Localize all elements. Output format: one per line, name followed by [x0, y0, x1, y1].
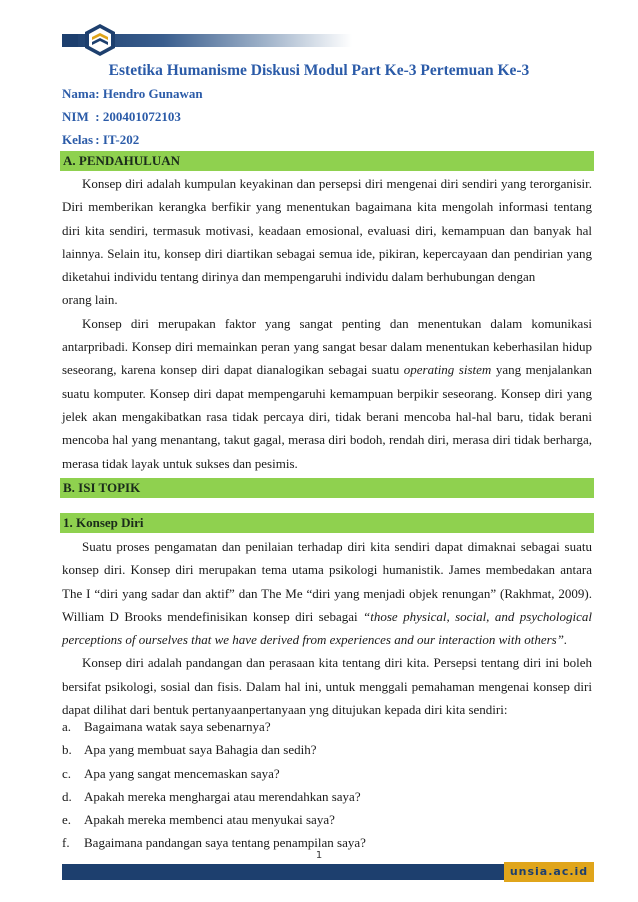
konsep-body — [62, 535, 592, 721]
pendahuluan-paragraph-1: Konsep diri adalah kumpulan keyakinan dan persepsi diri mengenai diri sendiri yang terorganisir. Diri memberikan kerangka berfikir yang menentukan bagaimana kita mengolah informasi tentang diri kita sendiri, termasuk motivasi, keadaan emosional, evaluasi diri, kemampuan dan banyak hal lainnya. Selain itu, konsep diri diartikan sebagai semua ide, pikiran, kepercayaan dan pendirian yang diketahui individu tentang dirinya dan mempengaruhi individu dalam berhubungan dengan — [62, 176, 592, 285]
meta-nama — [62, 86, 203, 102]
page-number: 1 — [315, 850, 323, 861]
konsep-paragraph-2: Konsep diri adalah pandangan dan perasaan kita tentang diri kita. Persepsi tentang diri ini boleh bersifat psikologi, sosial dan fisis. Dalam hal ini, untuk menggali pemahaman mengenai konsep diri dapat dilihat dari bentuk pertanyaanpertanyaan yng ditujukan kepada diri kita sendiri: — [62, 655, 592, 718]
list-item: e. Apakah mereka membenci atau menyukai saya? — [62, 812, 335, 828]
meta-value: : 200401072103 — [95, 109, 181, 124]
italic-term: operating sistem — [403, 362, 492, 378]
pendahuluan-body — [62, 172, 592, 475]
konsep-paragraph-1: Suatu proses pengamatan dan penilaian terhadap diri kita sendiri dapat dimaknai sebagai suatu konsep diri. Konsep diri merupakan tema utama psikologi humanistik. James membedakan antara The I “diri yang sadar dan aktif” dan The Me “diri yang menjadi objek renungan” (Rakhmat, 2009). William D Brooks mendefinisikan konsep diri sebagai “those physical, social, and psychological perceptions of ourselves that we have derived from experiences and our interaction with others”. — [62, 539, 592, 648]
question-list — [62, 715, 592, 855]
unsia-logo-icon — [83, 22, 117, 58]
pendahuluan-paragraph-2: Konsep diri merupakan faktor yang sangat penting dan menentukan dalam komunikasi antarpribadi. Konsep diri memainkan peran yang sangat besar dalam menentukan keberhasilan hidup seseorang, karena konsep diri dapat dianalogikan sebagai suatu operating sistem yang menjalankan suatu komputer. Konsep diri dapat mempengaruhi kemampuan berpikir seseorang. Konsep diri yang jelek akan mengakibatkan rasa tidak percaya diri, tidak berani mencoba hal-hal baru, tidak berani mencoba hal yang menantang, takut gagal, merasa diri bodoh, rendah diri, merasa diri tidak berharga, merasa tidak layak untuk sukses dan pesimis. — [62, 315, 592, 471]
section-konsep-diri: 1. Konsep Diri — [60, 513, 594, 533]
page-title: Estetika Humanisme Diskusi Modul Part Ke-3 Pertemuan Ke-3 — [108, 62, 530, 79]
list-item: c. Apa yang sangat mencemaskan saya? — [62, 765, 280, 781]
list-item: d. Apakah mereka menghargai atau merendahkan saya? — [62, 788, 361, 804]
footer-site-link[interactable]: unsia.ac.id — [504, 862, 594, 882]
meta-nim — [62, 109, 181, 125]
header-square — [62, 34, 78, 47]
section-pendahuluan: A. PENDAHULUAN — [60, 151, 594, 171]
italic-quote: “those physical, social, and psychological perceptions of ourselves that we have derived from experiences and our interaction with others”. — [62, 608, 592, 648]
pendahuluan-paragraph-1-end: orang lain. — [62, 292, 118, 308]
meta-key: Kelas — [62, 132, 94, 147]
section-isi-topik: B. ISI TOPIK — [60, 478, 594, 498]
meta-kelas — [62, 132, 139, 148]
meta-value: : IT-202 — [95, 132, 140, 147]
list-item: a. Bagaimana watak saya sebenarnya? — [62, 719, 271, 734]
list-item: f. Bagaimana pandangan saya tentang penampilan saya? — [62, 835, 366, 851]
meta-key: Nama — [62, 86, 96, 101]
meta-key: NIM — [62, 109, 89, 124]
meta-value: : Hendro Gunawan — [95, 86, 203, 101]
list-item: b. Apa yang membuat saya Bahagia dan sedih? — [62, 742, 317, 758]
